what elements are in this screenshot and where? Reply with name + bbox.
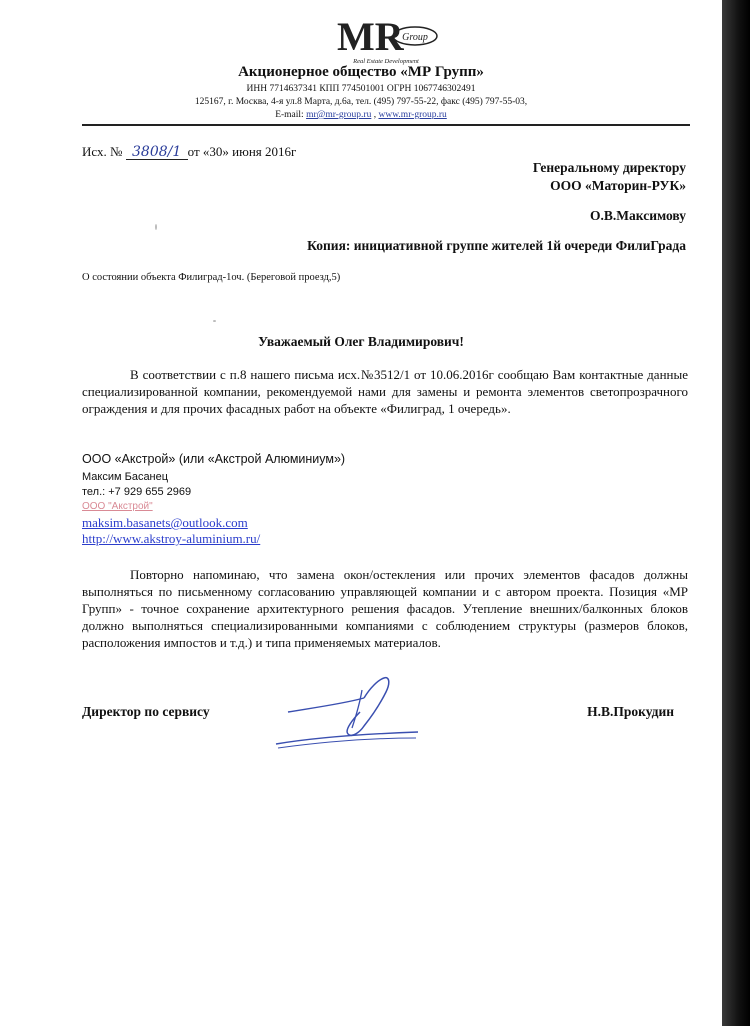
addressee-position: Генеральному директору (532, 160, 686, 175)
email-prefix: E-mail: (275, 110, 307, 120)
email-separator: , (371, 110, 379, 120)
letter-subject: О состоянии объекта Филиград-1оч. (Береговой проезд,5) (82, 272, 341, 283)
contact-email-link[interactable]: maksim.basanets@outlook.com (82, 515, 248, 530)
contact-phone: тел.: +7 929 655 2969 (82, 486, 192, 498)
company-website-link[interactable]: www.mr-group.ru (378, 110, 447, 120)
body-paragraph-1: В соответствии с п.8 нашего письма исх.№3512/1 от 10.06.2016г сообщаю Вам контактные данные специализированной компании, рекомендуемой нами для замены и ремонта элементов светопрозрачного ограждения и для прочих фасадных работ на объекте «Филиград, 1 очередь». (82, 367, 688, 416)
contact-line (0, 110, 722, 120)
addressee-person: О.В.Максимову (590, 208, 686, 223)
scan-speck (155, 224, 157, 230)
registration-details: ИНН 7714637341 КПП 774501001 ОГРН 1067746302491 (246, 84, 476, 94)
logo-tagline: Real Estate Development (353, 58, 419, 65)
header-divider (82, 124, 690, 126)
scan-speck (213, 320, 216, 322)
company-name: Акционерное общество «МР Групп» (238, 64, 484, 80)
logo-letters: MR (337, 14, 404, 59)
contact-website-link[interactable]: http://www.akstroy-aluminium.ru/ (82, 531, 261, 546)
reference-line (82, 144, 296, 160)
addressee-company: ООО «Маторин-РУК» (550, 178, 686, 193)
contact-company-link[interactable]: ООО "Акстрой" (82, 501, 153, 512)
body-paragraph-2: Повторно напоминаю, что замена окон/остекления или прочих элементов фасадов должны выполняться по письменному согласованию управляющей компании и с автором проекта. Позиция «МР Групп» - точное сохранение архитектурного решения фасадов. Утепление внешних/балконных блоков должно выполняться специализированными компаниями с соблюдением структуры (размеров блоков, расположения импостов и т.д.) и типа применяемых материалов. (82, 567, 688, 650)
contact-name: Максим Басанец (82, 471, 169, 483)
reference-date: от «30» июня 2016г (187, 144, 297, 159)
logo-group: Group (402, 32, 428, 43)
company-logo (333, 14, 439, 66)
greeting: Уважаемый Олег Владимирович! (258, 334, 464, 349)
company-email-link[interactable]: mr@mr-group.ru (306, 110, 372, 120)
signatory-title: Директор по сервису (82, 704, 210, 719)
copy-recipients: Копия: инициативной группе жителей 1й очереди ФилиГрада (307, 238, 686, 253)
contact-company: ООО «Акстрой» (или «Акстрой Алюминиум») (82, 452, 346, 466)
handwritten-signature (272, 668, 422, 750)
company-address: 125167, г. Москва, 4-я ул.8 Марта, д.6а, тел. (495) 797-55-22, факс (495) 797-55-03, (194, 97, 528, 107)
reference-prefix: Исх. № (82, 144, 126, 159)
reference-number: 3808/1 (126, 145, 188, 160)
signatory-name: Н.В.Прокудин (587, 704, 674, 719)
scan-dark-edge (722, 0, 750, 1026)
